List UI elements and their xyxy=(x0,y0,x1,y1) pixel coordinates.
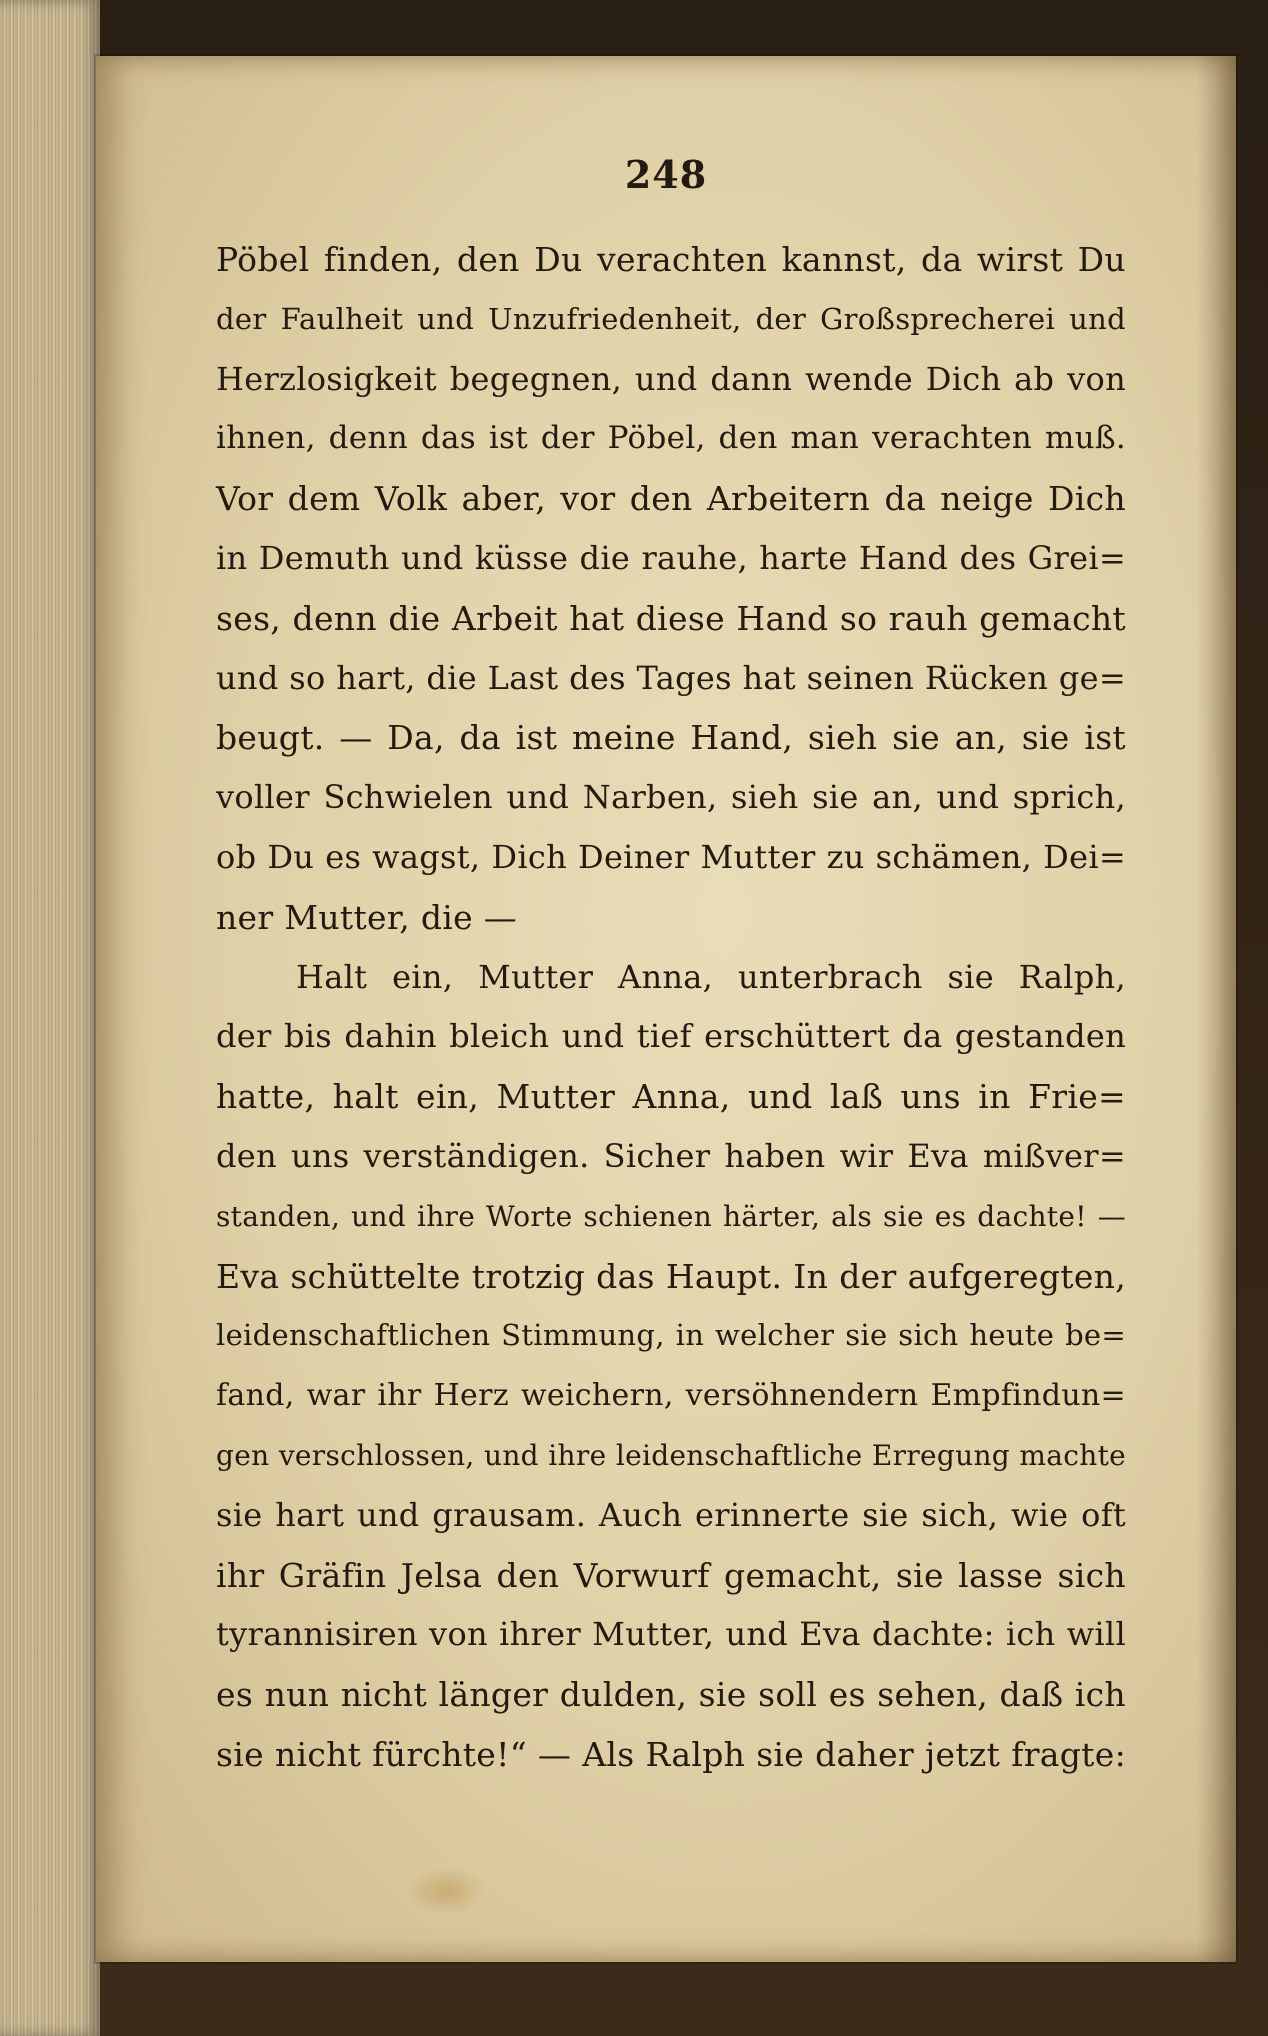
text-line: ob Du es wagst, Dich Deiner Mutter zu schämen, Dei= xyxy=(216,837,1126,876)
text-line: der Faulheit und Unzufriedenheit, der Großsprecherei und xyxy=(216,301,1126,336)
text-line: Eva schüttelte trotzig das Haupt. In der aufgeregten, xyxy=(216,1256,1126,1296)
text-line: ses, denn die Arbeit hat diese Hand so rauh gemacht xyxy=(216,598,1126,638)
text-line: und so hart, die Last des Tages hat seinen Rücken ge= xyxy=(216,658,1126,697)
text-line: den uns verständigen. Sicher haben wir Eva mißver= xyxy=(216,1136,1126,1175)
book-binding-edge xyxy=(0,0,100,2036)
page-edge-shadow xyxy=(1196,56,1236,1962)
text-line: fand, war ihr Herz weichern, versöhnendern Empfindun= xyxy=(216,1378,1126,1414)
text-line: es nun nicht länger dulden, sie soll es sehen, daß ich xyxy=(216,1675,1126,1715)
text-line: ihr Gräfin Jelsa den Vorwurf gemacht, sie lasse sich xyxy=(216,1555,1126,1595)
page-number: 248 xyxy=(624,152,708,197)
text-line: tyrannisiren von ihrer Mutter, und Eva dachte: ich will xyxy=(216,1615,1126,1654)
paper-stain xyxy=(406,1866,486,1916)
body-text xyxy=(216,230,1126,1785)
text-line: Halt ein, Mutter Anna, unterbrach sie Ralph, xyxy=(296,957,1126,996)
text-line: leidenschaftlichen Stimmung, in welcher sie sich heute be= xyxy=(216,1318,1126,1353)
text-line: ner Mutter, die — xyxy=(216,897,518,937)
text-line: der bis dahin bleich und tief erschüttert da gestanden xyxy=(216,1017,1126,1056)
text-line: Vor dem Volk aber, vor den Arbeitern da neige Dich xyxy=(216,479,1126,519)
text-line: voller Schwielen und Narben, sieh sie an, und sprich, xyxy=(216,778,1126,817)
text-line: in Demuth und küsse die rauhe, harte Hand des Grei= xyxy=(216,538,1126,577)
text-line: sie hart und grausam. Auch erinnerte sie sich, wie oft xyxy=(216,1495,1126,1534)
text-line: Pöbel finden, den Du verachten kannst, da wirst Du xyxy=(216,240,1126,279)
text-line: standen, und ihre Worte schienen härter, als sie es dachte! — xyxy=(216,1199,1126,1233)
text-line: gen verschlossen, und ihre leidenschaftliche Erregung machte xyxy=(216,1438,1126,1472)
text-line: sie nicht fürchte!“ — Als Ralph sie daher jetzt fragte: xyxy=(216,1734,1126,1774)
text-line: beugt. — Da, da ist meine Hand, sieh sie an, sie ist xyxy=(216,718,1126,758)
text-line: Herzlosigkeit begegnen, und dann wende Dich ab von xyxy=(216,359,1126,398)
book-page xyxy=(96,56,1236,1962)
text-line: ihnen, denn das ist der Pöbel, den man verachten muß. xyxy=(216,420,1126,457)
text-line: hatte, halt ein, Mutter Anna, und laß uns in Frie= xyxy=(216,1077,1126,1117)
